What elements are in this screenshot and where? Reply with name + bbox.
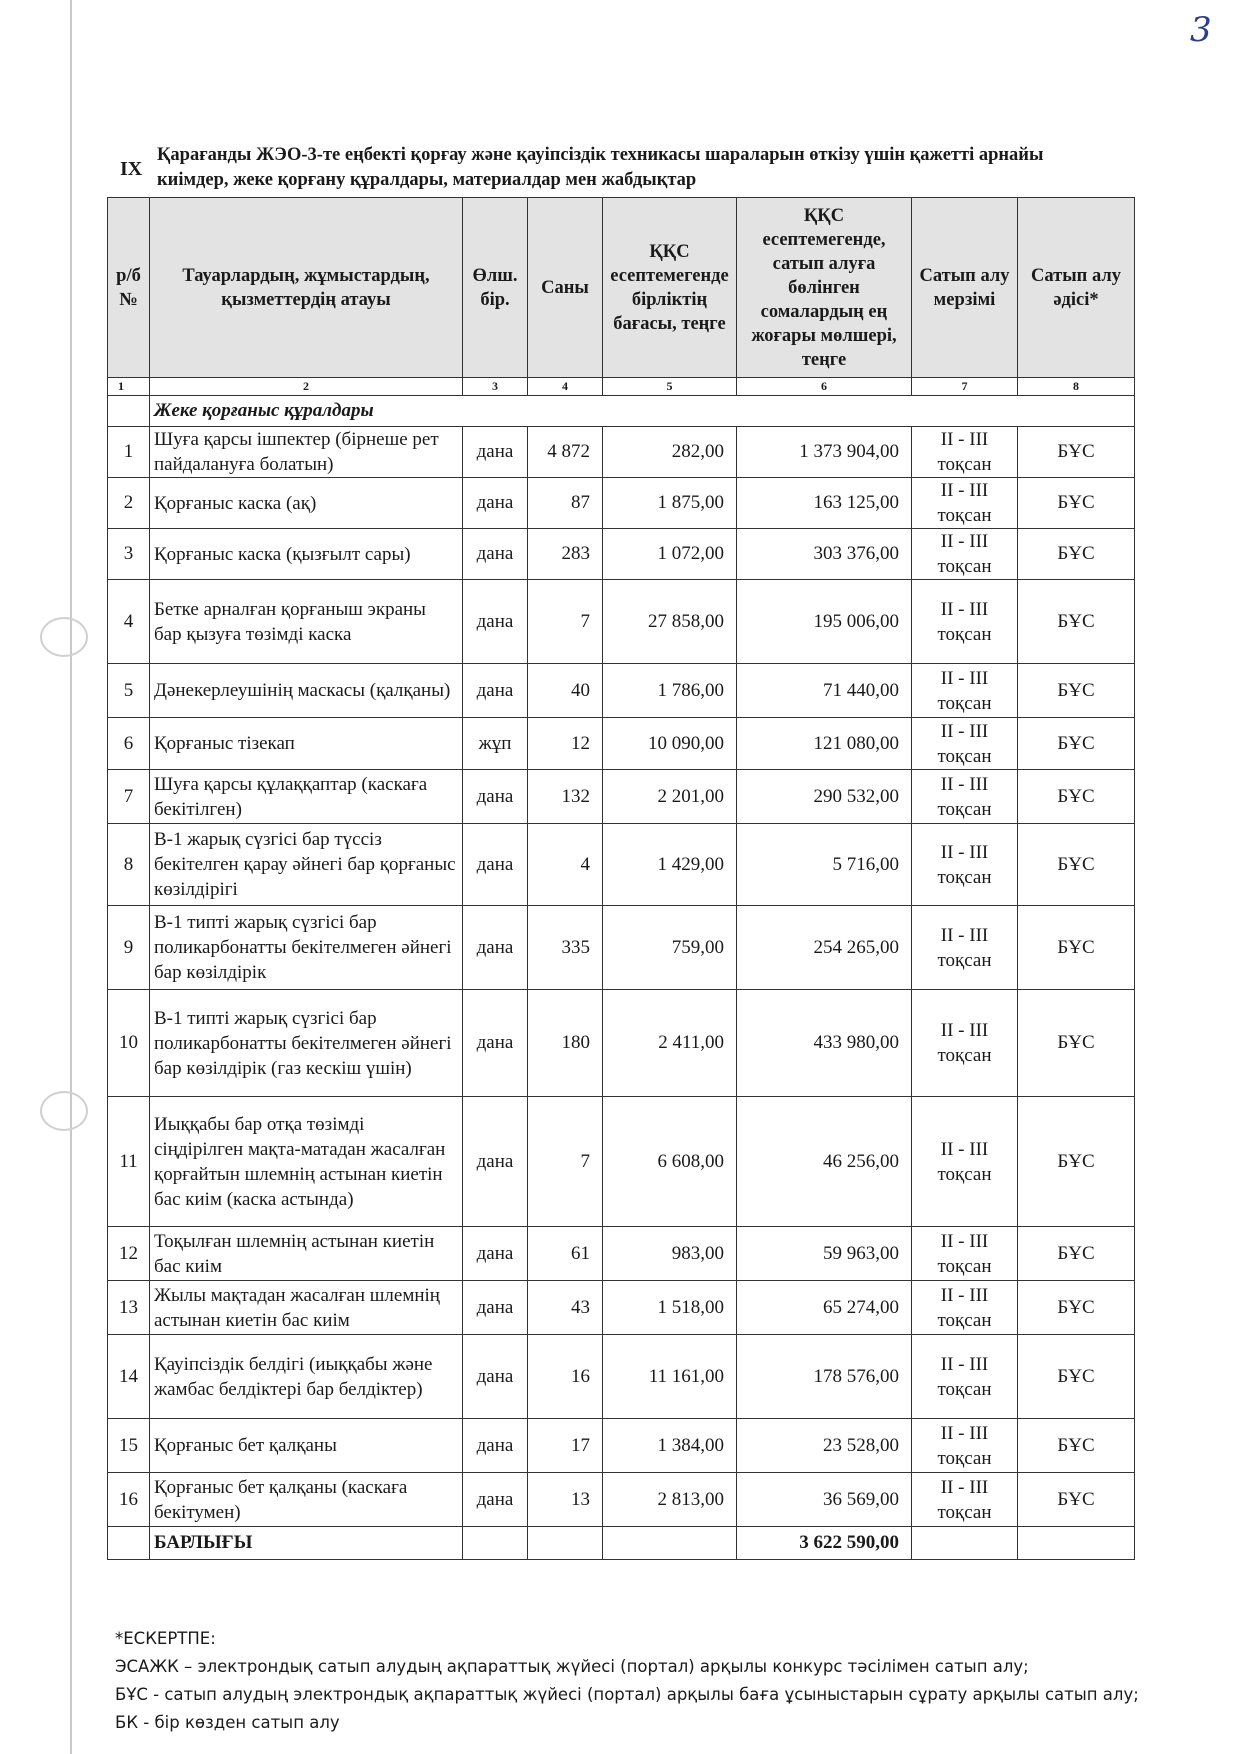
purchase-method: БҰС bbox=[1018, 1227, 1135, 1281]
table-row bbox=[108, 906, 1135, 990]
header-cell: Өлш. бір. bbox=[463, 198, 528, 378]
unit-price: 27 858,00 bbox=[603, 580, 737, 664]
purchase-method: БҰС bbox=[1018, 824, 1135, 906]
purchase-method: БҰС bbox=[1018, 770, 1135, 824]
unit-price: 1 875,00 bbox=[603, 478, 737, 529]
purchase-term: II - III тоқсан bbox=[912, 770, 1018, 824]
unit-price: 10 090,00 bbox=[603, 718, 737, 770]
column-number: 2 bbox=[150, 378, 463, 396]
unit: дана bbox=[463, 1473, 528, 1527]
table-row bbox=[108, 580, 1135, 664]
footnote bbox=[115, 1625, 1139, 1737]
header-cell: ҚҚС есептемегенде бірліктің бағасы, теңге bbox=[603, 198, 737, 378]
table-row bbox=[108, 1227, 1135, 1281]
purchase-term: II - III тоқсан bbox=[912, 1335, 1018, 1419]
table-row bbox=[108, 1097, 1135, 1227]
quantity: 283 bbox=[528, 529, 603, 580]
purchase-term: II - III тоқсан bbox=[912, 906, 1018, 990]
group-row bbox=[108, 396, 1135, 427]
punch-hole-mark bbox=[40, 1091, 88, 1131]
table-row bbox=[108, 478, 1135, 529]
unit: дана bbox=[463, 529, 528, 580]
purchase-term: II - III тоқсан bbox=[912, 1097, 1018, 1227]
unit-price: 1 786,00 bbox=[603, 664, 737, 718]
purchase-method: БҰС bbox=[1018, 1419, 1135, 1473]
unit: жұп bbox=[463, 718, 528, 770]
max-sum: 121 080,00 bbox=[737, 718, 912, 770]
unit-price: 282,00 bbox=[603, 427, 737, 478]
unit-price: 759,00 bbox=[603, 906, 737, 990]
purchase-term: II - III тоқсан bbox=[912, 718, 1018, 770]
footnote-line: БК - бір көзден сатып алу bbox=[115, 1713, 340, 1732]
unit: дана bbox=[463, 1227, 528, 1281]
purchase-method: БҰС bbox=[1018, 478, 1135, 529]
item-name: Қорғаныс бет қалқаны bbox=[150, 1419, 463, 1473]
unit: дана bbox=[463, 906, 528, 990]
purchase-method: БҰС bbox=[1018, 529, 1135, 580]
item-name: Иыққабы бар отқа төзімді сіңдірілген мақта-матадан жасалған қорғайтын шлемнің астынан киетін бас киім (каска астында) bbox=[150, 1097, 463, 1227]
row-number: 16 bbox=[108, 1473, 150, 1527]
quantity: 40 bbox=[528, 664, 603, 718]
section-number: IX bbox=[120, 158, 143, 180]
unit-price: 2 813,00 bbox=[603, 1473, 737, 1527]
row-number: 12 bbox=[108, 1227, 150, 1281]
header-cell: Саны bbox=[528, 198, 603, 378]
purchase-term: II - III тоқсан bbox=[912, 427, 1018, 478]
row-number: 4 bbox=[108, 580, 150, 664]
purchase-method: БҰС bbox=[1018, 1281, 1135, 1335]
column-number: 6 bbox=[737, 378, 912, 396]
row-number: 1 bbox=[108, 427, 150, 478]
unit: дана bbox=[463, 824, 528, 906]
table-row bbox=[108, 1281, 1135, 1335]
max-sum: 1 373 904,00 bbox=[737, 427, 912, 478]
row-number: 9 bbox=[108, 906, 150, 990]
purchase-method: БҰС bbox=[1018, 718, 1135, 770]
procurement-table bbox=[107, 197, 1135, 1560]
item-name: Дәнекерлеушінің маскасы (қалқаны) bbox=[150, 664, 463, 718]
row-number: 15 bbox=[108, 1419, 150, 1473]
row-number: 7 bbox=[108, 770, 150, 824]
column-number: 3 bbox=[463, 378, 528, 396]
row-number: 13 bbox=[108, 1281, 150, 1335]
page-edge-line bbox=[70, 0, 72, 1754]
table-row bbox=[108, 770, 1135, 824]
unit: дана bbox=[463, 1419, 528, 1473]
column-number: 5 bbox=[603, 378, 737, 396]
max-sum: 433 980,00 bbox=[737, 990, 912, 1097]
unit-price: 983,00 bbox=[603, 1227, 737, 1281]
column-number: 4 bbox=[528, 378, 603, 396]
item-name: Бетке арналған қорғаныш экраны бар қызуға төзімді каска bbox=[150, 580, 463, 664]
quantity: 4 bbox=[528, 824, 603, 906]
item-name: Қорғаныс каска (қызғылт сары) bbox=[150, 529, 463, 580]
max-sum: 59 963,00 bbox=[737, 1227, 912, 1281]
purchase-method: БҰС bbox=[1018, 664, 1135, 718]
purchase-term: II - III тоқсан bbox=[912, 664, 1018, 718]
purchase-term: II - III тоқсан bbox=[912, 1227, 1018, 1281]
table-row bbox=[108, 664, 1135, 718]
purchase-term: II - III тоқсан bbox=[912, 990, 1018, 1097]
row-number: 14 bbox=[108, 1335, 150, 1419]
purchase-term: II - III тоқсан bbox=[912, 529, 1018, 580]
header-cell: Сатып алу әдісі* bbox=[1018, 198, 1135, 378]
row-number: 3 bbox=[108, 529, 150, 580]
column-number: 7 bbox=[912, 378, 1018, 396]
purchase-term: II - III тоқсан bbox=[912, 1419, 1018, 1473]
purchase-term: II - III тоқсан bbox=[912, 1473, 1018, 1527]
item-name: Қорғаныс каска (ақ) bbox=[150, 478, 463, 529]
purchase-term: II - III тоқсан bbox=[912, 824, 1018, 906]
item-name: В-1 типті жарық сүзгісі бар поликарбонатты бекітелмеген әйнегі бар көзілдірік bbox=[150, 906, 463, 990]
table-row bbox=[108, 824, 1135, 906]
row-number: 6 bbox=[108, 718, 150, 770]
footnote-title: *ЕСКЕРТПЕ: bbox=[115, 1629, 216, 1648]
row-number: 2 bbox=[108, 478, 150, 529]
item-name: Тоқылған шлемнің астынан киетін бас киім bbox=[150, 1227, 463, 1281]
purchase-term: II - III тоқсан bbox=[912, 1281, 1018, 1335]
unit-price: 2 201,00 bbox=[603, 770, 737, 824]
table-row bbox=[108, 427, 1135, 478]
unit-price: 11 161,00 bbox=[603, 1335, 737, 1419]
quantity: 7 bbox=[528, 1097, 603, 1227]
quantity: 16 bbox=[528, 1335, 603, 1419]
table-row bbox=[108, 1419, 1135, 1473]
total-row bbox=[108, 1527, 1135, 1560]
max-sum: 23 528,00 bbox=[737, 1419, 912, 1473]
unit: дана bbox=[463, 478, 528, 529]
unit-price: 2 411,00 bbox=[603, 990, 737, 1097]
unit-price: 1 518,00 bbox=[603, 1281, 737, 1335]
unit: дана bbox=[463, 1335, 528, 1419]
purchase-method: БҰС bbox=[1018, 1335, 1135, 1419]
header-cell: р/б № bbox=[108, 198, 150, 378]
header-cell: Сатып алу мерзімі bbox=[912, 198, 1018, 378]
footnote-line: ЭСАЖК – электрондық сатып алудың ақпараттық жүйесі (портал) арқылы конкурс тәсілімен сатып алу; bbox=[115, 1657, 1029, 1676]
total-label: БАРЛЫҒЫ bbox=[150, 1527, 463, 1560]
footnote-line: БҰС - сатып алудың электрондық ақпараттық жүйесі (портал) арқылы баға ұсыныстарын сұрату арқылы сатып алу; bbox=[115, 1685, 1139, 1704]
item-name: В-1 жарық сүзгісі бар түссіз бекітелген қарау әйнегі бар қорғаныс көзілдірігі bbox=[150, 824, 463, 906]
unit-price: 1 072,00 bbox=[603, 529, 737, 580]
max-sum: 303 376,00 bbox=[737, 529, 912, 580]
quantity: 17 bbox=[528, 1419, 603, 1473]
quantity: 7 bbox=[528, 580, 603, 664]
quantity: 12 bbox=[528, 718, 603, 770]
quantity: 43 bbox=[528, 1281, 603, 1335]
purchase-term: II - III тоқсан bbox=[912, 478, 1018, 529]
row-number: 8 bbox=[108, 824, 150, 906]
header-cell: Тауарлардың, жұмыстардың, қызметтердің атауы bbox=[150, 198, 463, 378]
purchase-term: II - III тоқсан bbox=[912, 580, 1018, 664]
quantity: 61 bbox=[528, 1227, 603, 1281]
group-title: Жеке қорғаныс құралдары bbox=[150, 396, 1135, 427]
max-sum: 195 006,00 bbox=[737, 580, 912, 664]
max-sum: 163 125,00 bbox=[737, 478, 912, 529]
unit: дана bbox=[463, 580, 528, 664]
max-sum: 65 274,00 bbox=[737, 1281, 912, 1335]
table-row bbox=[108, 529, 1135, 580]
row-number: 11 bbox=[108, 1097, 150, 1227]
max-sum: 290 532,00 bbox=[737, 770, 912, 824]
max-sum: 178 576,00 bbox=[737, 1335, 912, 1419]
unit-price: 1 429,00 bbox=[603, 824, 737, 906]
item-name: В-1 типті жарық сүзгісі бар поликарбонатты бекітелмеген әйнегі бар көзілдірік (газ кескіш үшін) bbox=[150, 990, 463, 1097]
item-name: Жылы мақтадан жасалған шлемнің астынан киетін бас киім bbox=[150, 1281, 463, 1335]
max-sum: 5 716,00 bbox=[737, 824, 912, 906]
table-header-row bbox=[108, 198, 1135, 378]
row-number: 10 bbox=[108, 990, 150, 1097]
table-row bbox=[108, 1335, 1135, 1419]
column-number: 8 bbox=[1018, 378, 1135, 396]
column-number-row bbox=[108, 378, 1135, 396]
row-number: 5 bbox=[108, 664, 150, 718]
quantity: 4 872 bbox=[528, 427, 603, 478]
max-sum: 46 256,00 bbox=[737, 1097, 912, 1227]
table-row bbox=[108, 718, 1135, 770]
page-number: 3 bbox=[1190, 10, 1212, 50]
table-row bbox=[108, 1473, 1135, 1527]
max-sum: 71 440,00 bbox=[737, 664, 912, 718]
header-cell: ҚҚС есептемегенде, сатып алуға бөлінген сомалардың ең жоғары мөлшері, теңге bbox=[737, 198, 912, 378]
quantity: 87 bbox=[528, 478, 603, 529]
table-row bbox=[108, 990, 1135, 1097]
purchase-method: БҰС bbox=[1018, 1097, 1135, 1227]
punch-hole-mark bbox=[40, 617, 88, 657]
max-sum: 254 265,00 bbox=[737, 906, 912, 990]
quantity: 13 bbox=[528, 1473, 603, 1527]
section-title: Қарағанды ЖЭО-3-те еңбекті қорғау және қауіпсіздік техникасы шараларын өткізу үшін қажетті арнайы киімдер, жеке қорғану құралдары, материалдар мен жабдықтар bbox=[157, 145, 1044, 190]
quantity: 335 bbox=[528, 906, 603, 990]
unit: дана bbox=[463, 1281, 528, 1335]
unit: дана bbox=[463, 990, 528, 1097]
quantity: 132 bbox=[528, 770, 603, 824]
item-name: Шуға қарсы ішпектер (бірнеше рет пайдалануға болатын) bbox=[150, 427, 463, 478]
unit: дана bbox=[463, 1097, 528, 1227]
max-sum: 36 569,00 bbox=[737, 1473, 912, 1527]
purchase-method: БҰС bbox=[1018, 906, 1135, 990]
item-name: Қорғаныс тізекап bbox=[150, 718, 463, 770]
item-name: Қауіпсіздік белдігі (иыққабы және жамбас белдіктері бар белдіктер) bbox=[150, 1335, 463, 1419]
unit-price: 6 608,00 bbox=[603, 1097, 737, 1227]
item-name: Шуға қарсы құлаққаптар (каскаға бекітілген) bbox=[150, 770, 463, 824]
column-number: 1 bbox=[108, 378, 150, 396]
total-sum: 3 622 590,00 bbox=[737, 1527, 912, 1560]
unit: дана bbox=[463, 664, 528, 718]
purchase-method: БҰС bbox=[1018, 580, 1135, 664]
unit: дана bbox=[463, 770, 528, 824]
quantity: 180 bbox=[528, 990, 603, 1097]
item-name: Қорғаныс бет қалқаны (каскаға бекітумен) bbox=[150, 1473, 463, 1527]
unit: дана bbox=[463, 427, 528, 478]
purchase-method: БҰС bbox=[1018, 427, 1135, 478]
purchase-method: БҰС bbox=[1018, 990, 1135, 1097]
unit-price: 1 384,00 bbox=[603, 1419, 737, 1473]
purchase-method: БҰС bbox=[1018, 1473, 1135, 1527]
